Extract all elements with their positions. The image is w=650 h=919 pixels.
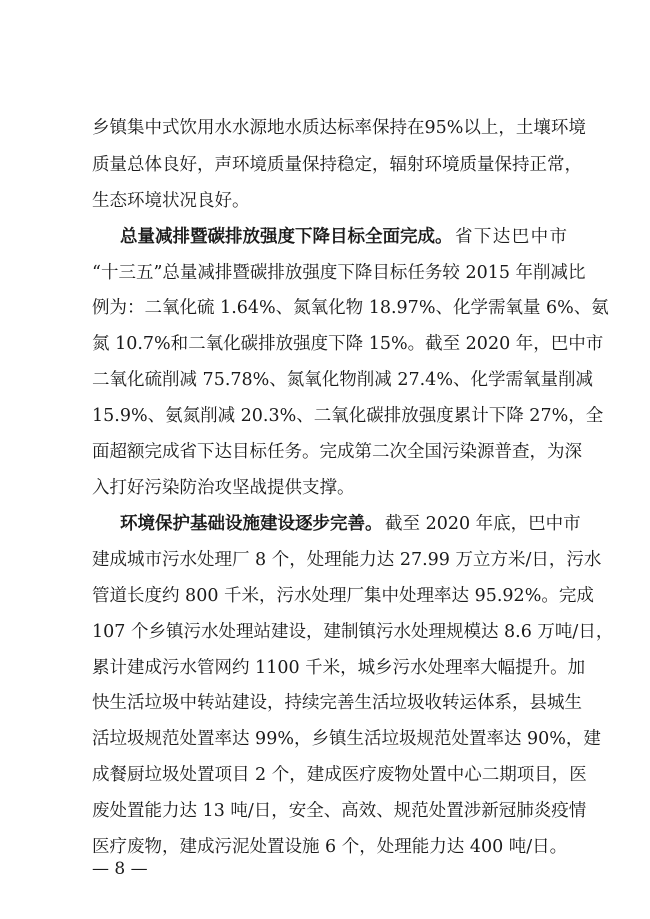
paragraph-heading: 环境保护基础设施建设逐步完善。	[120, 514, 383, 534]
line-text: 15.9%、氨氮削减 20.3%、二氧化碳排放强度累计下降 27%，全	[92, 406, 604, 426]
paragraph-heading: 总量减排暨碳排放强度下降目标全面完成。	[120, 227, 453, 247]
line-text: 截至 2020 年底，巴中市	[385, 514, 581, 534]
line-text: 入打好污染防治攻坚战提供支撑。	[92, 478, 355, 498]
line-text: 管道长度约 800 千米，污水处理厂集中处理率达 95.92%。完成	[92, 586, 594, 606]
line-text: 建成城市污水处理厂 8 个，处理能力达 27.99 万立方米/日，污水	[92, 550, 602, 570]
line-text: 氮 10.7%和二氧化碳排放强度下降 15%。截至 2020 年，巴中市	[92, 334, 604, 354]
line-text: 快生活垃圾中转站建设，持续完善生活垃圾收转运体系，县城生	[92, 693, 582, 713]
line-text: 例为：二氧化硫 1.64%、氮氧化物 18.97%、化学需氧量 6%、氨	[92, 298, 609, 318]
line-text: 省下达巴中市	[455, 227, 567, 247]
line-text: 107 个乡镇污水处理站建设，建制镇污水处理规模达 8.6 万吨/日，	[92, 622, 614, 642]
line-text: 面超额完成省下达目标任务。完成第二次全国污染源普查，为深	[92, 442, 582, 462]
line-text: 成餐厨垃圾处置项目 2 个，建成医疗废物处置中心二期项目，医	[92, 765, 587, 785]
page-number: — 8 —	[92, 859, 148, 879]
line-text: 医疗废物，建成污泥处置设施 6 个，处理能力达 400 吨/日。	[92, 837, 568, 857]
line-text: 乡镇集中式饮用水水源地水质达标率保持在95%以上，土壤环境	[92, 118, 586, 138]
line-text: 累计建成污水管网约 1100 千米，城乡污水处理率大幅提升。加	[92, 658, 586, 678]
line-text: 质量总体良好，声环境质量保持稳定，辐射环境质量保持正常，	[92, 155, 582, 175]
line-text: “十三五”总量减排暨碳排放强度下降目标任务较 2015 年削减比	[92, 263, 586, 283]
line-text: 活垃圾规范处置率达 99%，乡镇生活垃圾规范处置率达 90%，建	[92, 729, 601, 749]
line-text: 生态环境状况良好。	[92, 191, 250, 211]
line-text: 废处置能力达 13 吨/日，安全、高效、规范处置涉新冠肺炎疫情	[92, 801, 587, 821]
line-text: 二氧化硫削减 75.78%、氮氧化物削减 27.4%、化学需氧量削减	[92, 370, 593, 390]
